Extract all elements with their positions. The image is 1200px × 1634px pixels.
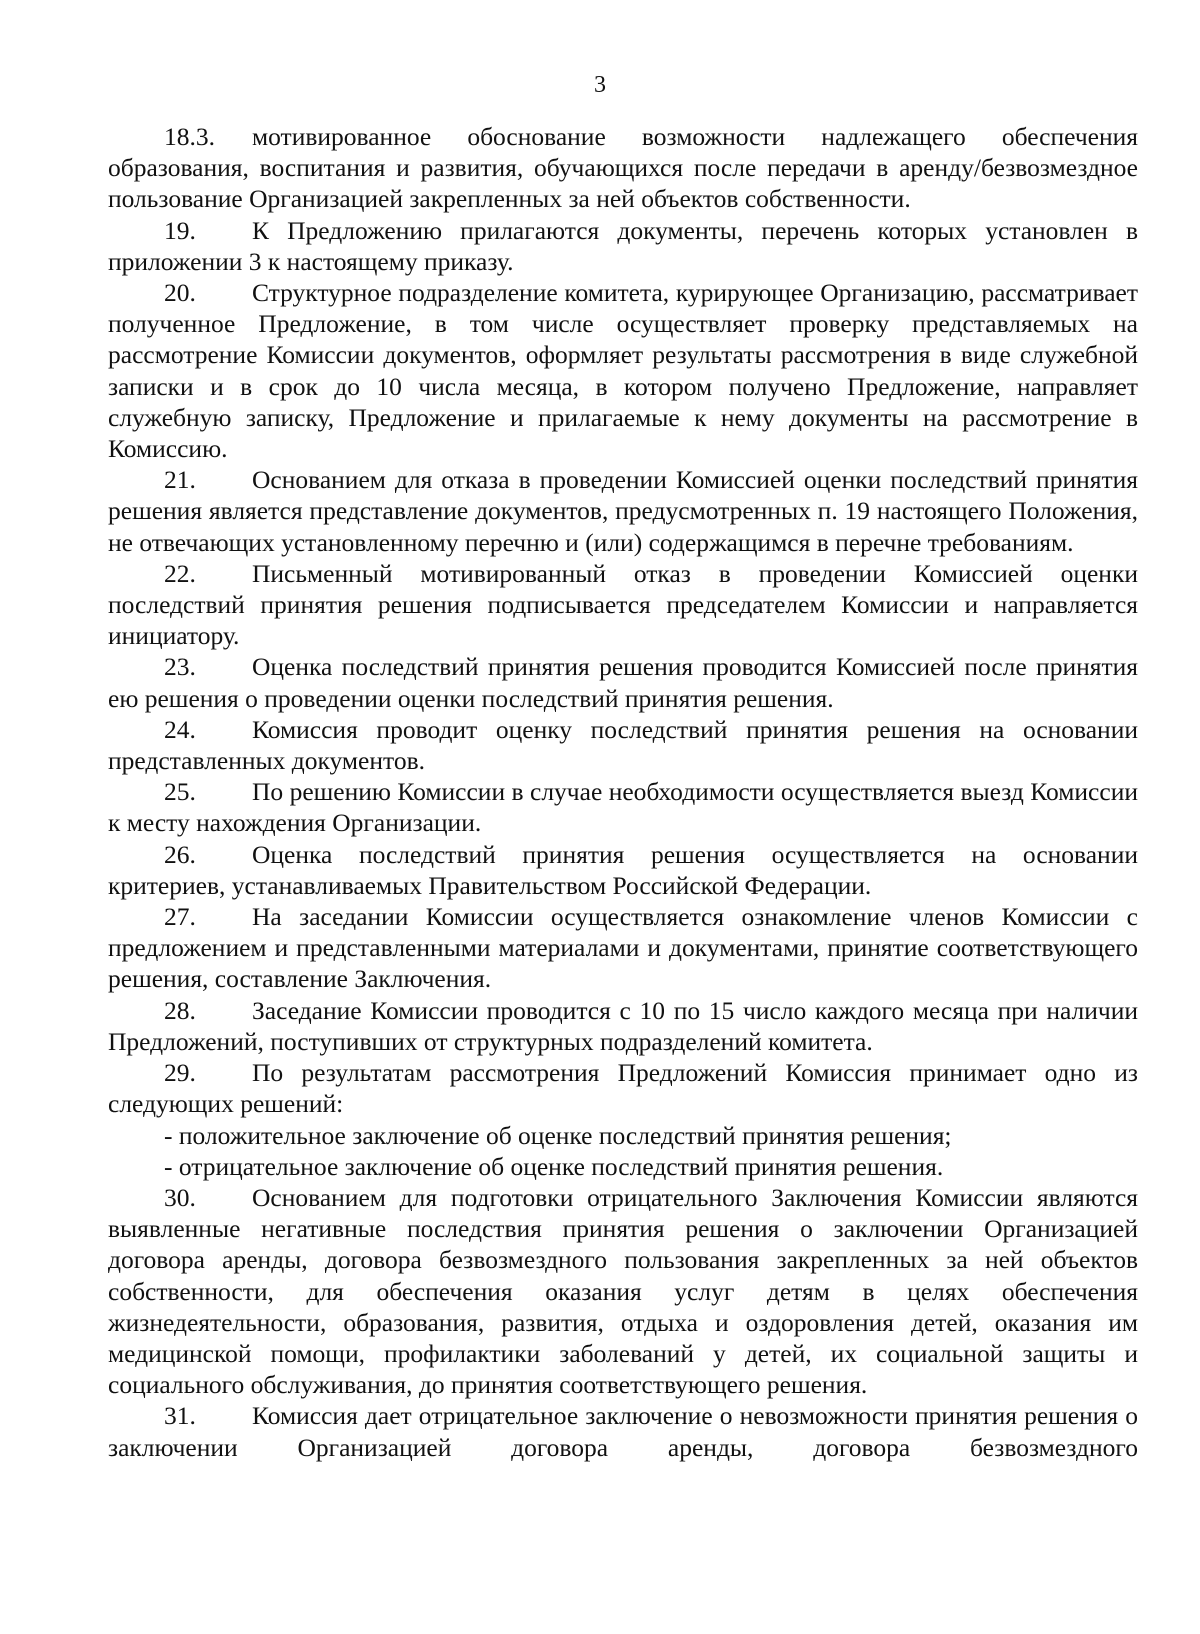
paragraph-text: мотивированное обоснование возможности надлежащего обеспечения образования, воспитания и развития, обучающихся после передачи в аренду/безвозмездное пользование Организацией закрепленных за ней объектов собственности.: [108, 122, 1138, 214]
paragraph-number: 19.: [164, 215, 196, 245]
paragraph-number: 24.: [164, 714, 196, 744]
paragraph-28: [108, 995, 1138, 1057]
paragraph-text: Структурное подразделение комитета, курирующее Организацию, рассматривает полученное Предложение, в том числе осуществляет проверку представляемых на рассмотрение Комиссии документов, оформляет результаты рассмотрения в виде служебной записки и в срок до 10 числа месяца, в котором получено Предложение, направляет служебную записку, Предложение и прилагаемые к нему документы на рассмотрение в Комиссию.: [108, 278, 1138, 464]
paragraph-number: 22.: [164, 558, 196, 588]
paragraph-19: [108, 215, 1138, 277]
paragraph-number: 25.: [164, 777, 196, 807]
paragraph-text: Оценка последствий принятия решения осуществляется на основании критериев, устанавливаемых Правительством Российской Федерации.: [108, 839, 1138, 900]
paragraph-text: По результатам рассмотрения Предложений Комиссия принимает одно из следующих решений:: [108, 1058, 1138, 1119]
paragraph-23: [108, 651, 1138, 713]
paragraph-text: На заседании Комиссии осуществляется ознакомление членов Комиссии с предложением и представленными материалами и документами, принятие соответствующего решения, составление Заключения.: [108, 902, 1138, 994]
list-item: - положительное заключение об оценке последствий принятия решения;: [164, 1120, 952, 1150]
paragraph-20: [108, 277, 1138, 464]
paragraph-number: 18.3.: [164, 122, 215, 151]
paragraph-text: Основанием для отказа в проведении Комиссией оценки последствий принятия решения является представление документов, предусмотренных п. 19 настоящего Положения, не отвечающих установленному перечню и (или) содержащимся в перечне требованиям.: [108, 465, 1138, 557]
paragraph-25: [108, 776, 1138, 838]
paragraph-text: Комиссия проводит оценку последствий принятия решения на основании представленных документов.: [108, 714, 1138, 776]
paragraph-18-3: [108, 121, 1138, 215]
paragraph-number: 23.: [164, 652, 196, 682]
paragraph-22: [108, 558, 1138, 652]
paragraph-number: 21.: [164, 465, 196, 495]
paragraph-number: 29.: [164, 1058, 196, 1088]
paragraph-text: Оценка последствий принятия решения проводится Комиссией после принятия ею решения о проведении оценки последствий принятия решения.: [108, 652, 1138, 713]
paragraph-27: [108, 901, 1138, 995]
paragraph-number: 27.: [164, 902, 196, 932]
paragraph-number: 26.: [164, 839, 196, 869]
list-item: - отрицательное заключение об оценке последствий принятия решения.: [164, 1151, 944, 1181]
paragraph-24: [108, 714, 1138, 776]
page-number: 3: [594, 72, 606, 98]
paragraph-number: 30.: [164, 1182, 196, 1212]
paragraph-30: [108, 1182, 1138, 1400]
paragraph-31: [108, 1400, 1138, 1462]
paragraph-29: [108, 1057, 1138, 1119]
paragraph-text: Письменный мотивированный отказ в проведении Комиссией оценки последствий принятия решения подписывается председателем Комиссии и направляется инициатору.: [108, 558, 1138, 651]
paragraph-text: Заседание Комиссии проводится с 10 по 15 число каждого месяца при наличии Предложений, поступивших от структурных подразделений комитета.: [108, 995, 1138, 1056]
paragraph-number: 20.: [164, 278, 196, 308]
paragraph-number: 31.: [164, 1401, 196, 1431]
paragraph-number: 28.: [164, 995, 196, 1025]
document-body: [108, 121, 1138, 1463]
paragraph-26: [108, 839, 1138, 901]
paragraph-text: Комиссия дает отрицательное заключение о невозможности принятия решения о заключении Организацией договора аренды, договора безвозмездного: [108, 1401, 1138, 1462]
paragraph-text: Основанием для подготовки отрицательного Заключения Комиссии являются выявленные негативные последствия принятия решения о заключении Организацией договора аренды, договора безвозмездного пользования закрепленных за ней объектов собственности, для обеспечения оказания услуг детям в целях обеспечения жизнедеятельности, образования, развития, отдыха и оздоровления детей, оказания им медицинской помощи, профилактики заболеваний у детей, их социальной защиты и социального обслуживания, до принятия соответствующего решения.: [108, 1182, 1138, 1400]
paragraph-21: [108, 464, 1138, 558]
paragraph-text: По решению Комиссии в случае необходимости осуществляется выезд Комиссии к месту нахождения Организации.: [108, 777, 1138, 838]
paragraph-text: К Предложению прилагаются документы, перечень которых установлен в приложении 3 к настоящему приказу.: [108, 215, 1138, 276]
